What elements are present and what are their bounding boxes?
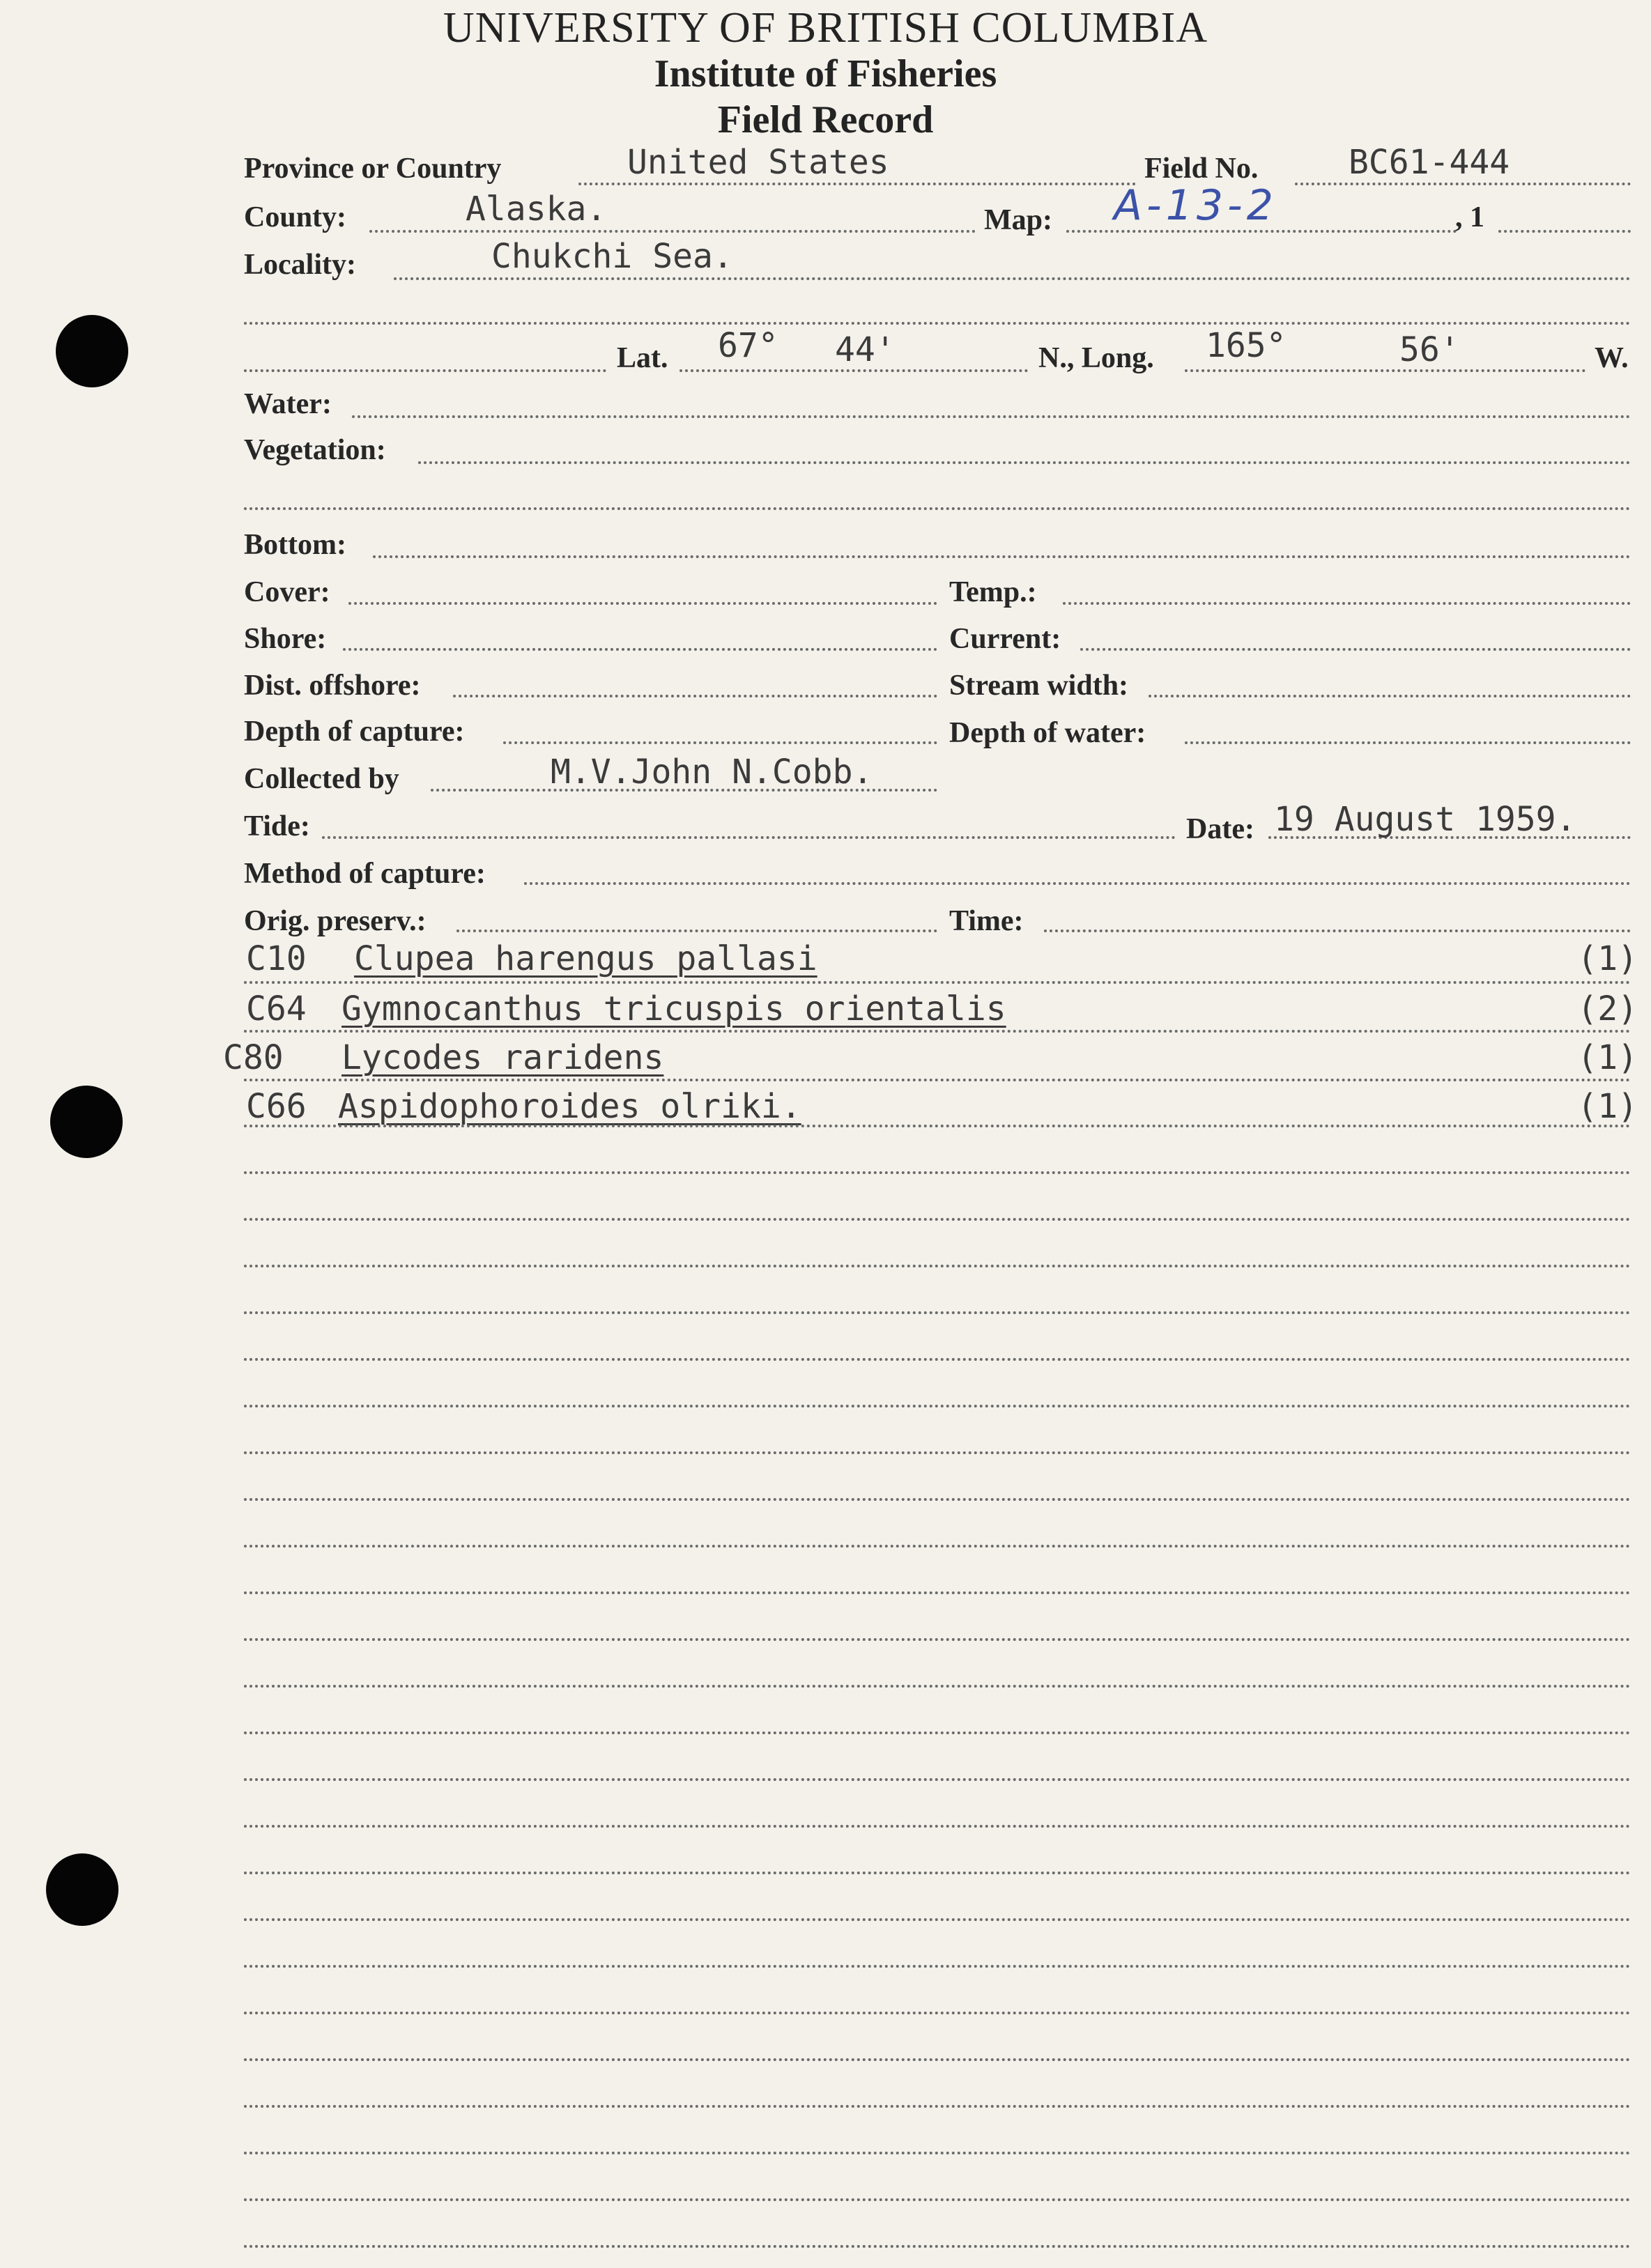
blank-ruled-line [244,1731,1631,1734]
lat-lead-line [244,369,606,372]
blank-ruled-line [244,1498,1631,1501]
specimen-line [244,1079,1631,1081]
locality-line [394,277,1631,280]
blank-ruled-line [244,1591,1631,1594]
vegetation-line [418,461,1631,464]
punch-hole-bottom [46,1853,118,1926]
county-label: County: [244,201,347,233]
time-line [1044,929,1631,932]
specimen-line [244,981,1631,984]
blank-ruled-line [244,1965,1631,1968]
lat-minutes: 44' [835,330,896,369]
method-label: Method of capture: [244,858,486,890]
specimen-row [230,939,1638,981]
specimen-name: Gymnocanthus tricuspis orientalis [341,989,1006,1028]
depth-water-label: Depth of water: [949,717,1146,749]
blank-ruled-line [244,1405,1631,1407]
punch-hole-top [56,315,128,387]
blank-ruled-line [244,1545,1631,1548]
specimen-name: Clupea harengus pallasi [354,939,817,978]
field-no-line [1295,183,1631,185]
dist-offshore-label: Dist. offshore: [244,670,421,702]
punch-hole-middle [50,1086,123,1158]
vegetation-label: Vegetation: [244,434,386,466]
specimen-name: Lycodes raridens [341,1038,664,1077]
specimen-row [230,989,1638,1031]
specimen-line [244,1030,1631,1033]
stream-width-label: Stream width: [949,670,1129,702]
depth-capture-label: Depth of capture: [244,716,465,748]
orig-preserv-line [456,929,937,932]
institute-title: Institute of Fisheries [654,52,997,95]
blank-ruled-line [244,1685,1631,1688]
blank-ruled-line [244,1451,1631,1454]
locality-line-2 [244,322,1631,325]
method-line [524,882,1631,885]
bottom-label: Bottom: [244,529,346,561]
blank-ruled-line [244,2245,1631,2248]
shore-line [343,648,937,651]
blank-ruled-line [244,2152,1631,2154]
specimen-row [230,1087,1638,1129]
blank-ruled-line [244,2012,1631,2014]
tide-line [322,836,1176,839]
blank-ruled-line [244,1638,1631,1641]
west-label: W. [1595,342,1629,374]
province-label: Province or Country [244,153,502,185]
water-label: Water: [244,388,332,420]
blank-ruled-line [244,1125,1631,1127]
map-suffix-line [1498,230,1631,233]
locality-value: Chukchi Sea. [491,237,733,276]
depth-water-line [1185,741,1631,744]
map-line [1066,230,1457,233]
shore-label: Shore: [244,623,327,655]
date-label: Date: [1186,813,1254,845]
county-line [369,230,976,233]
specimen-code: C66 [246,1087,307,1126]
long-label: N., Long. [1038,342,1154,374]
lat-line [679,369,1028,372]
date-value: 19 August 1959. [1274,800,1576,839]
lat-label: Lat. [617,342,668,374]
map-suffix: , 1 [1455,201,1484,233]
blank-ruled-line [244,1218,1631,1221]
blank-ruled-line [244,2058,1631,2061]
water-line [352,415,1631,418]
lat-degrees: 67° [718,326,778,365]
stream-width-line [1149,695,1631,697]
field-no-label: Field No. [1144,153,1259,185]
specimen-row [223,1038,1638,1080]
specimen-count: (2) [1577,989,1638,1028]
depth-capture-line [503,741,937,744]
orig-preserv-label: Orig. preserv.: [244,905,427,937]
long-line [1185,369,1585,372]
blank-ruled-line [244,1171,1631,1174]
specimen-count: (1) [1577,939,1638,978]
temp-label: Temp.: [949,576,1037,608]
current-label: Current: [949,623,1061,655]
blank-ruled-line [244,1358,1631,1361]
time-label: Time: [949,905,1024,937]
blank-ruled-line [244,1872,1631,1874]
blank-ruled-line [244,1918,1631,1921]
collected-by-value: M.V.John N.Cobb. [551,753,873,792]
record-title: Field Record [717,98,934,141]
collected-by-label: Collected by [244,763,399,795]
dist-offshore-line [453,695,937,697]
county-value: Alaska. [466,190,607,229]
university-title: UNIVERSITY OF BRITISH COLUMBIA [443,4,1208,52]
blank-ruled-line [244,1778,1631,1781]
blank-ruled-line [244,1265,1631,1267]
current-line [1080,648,1631,651]
blank-ruled-line [244,2198,1631,2201]
blank-ruled-line [244,1311,1631,1314]
field-no-value: BC61-444 [1349,143,1510,182]
map-value: A-13-2 [1114,181,1277,230]
cover-label: Cover: [244,576,330,608]
province-line [578,183,1136,185]
specimen-count: (1) [1577,1038,1638,1077]
specimen-code: C80 [223,1038,284,1077]
bottom-line [373,555,1631,558]
province-value: United States [627,143,889,182]
specimen-count: (1) [1577,1087,1638,1126]
blank-ruled-line [244,2105,1631,2108]
specimen-code: C10 [246,939,307,978]
long-degrees: 165° [1206,326,1287,365]
locality-label: Locality: [244,249,356,281]
map-label: Map: [984,204,1052,236]
long-minutes: 56' [1399,330,1460,369]
blank-ruled-line [244,1825,1631,1828]
vegetation-line-2 [244,507,1631,510]
tide-label: Tide: [244,810,310,842]
specimen-name: Aspidophoroides olriki. [338,1087,801,1126]
specimen-code: C64 [246,989,307,1028]
cover-line [348,602,937,605]
temp-line [1063,602,1631,605]
